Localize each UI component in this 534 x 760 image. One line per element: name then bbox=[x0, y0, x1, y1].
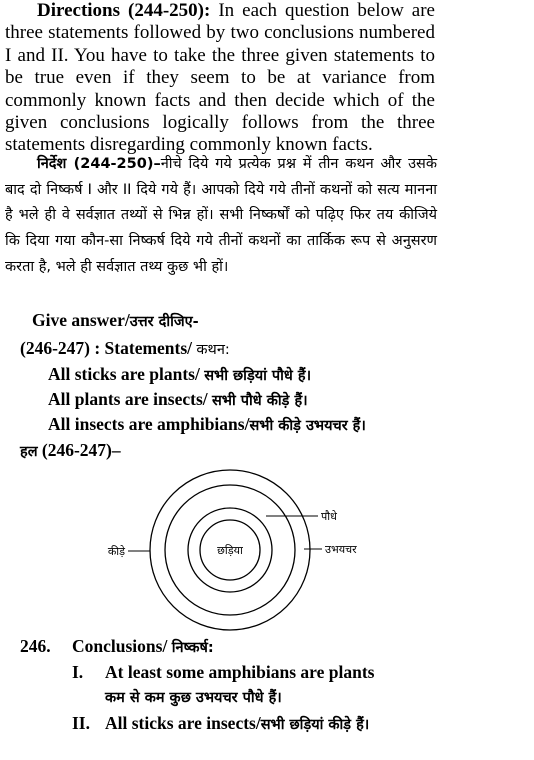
give-answer-en: Give answer/ bbox=[32, 310, 130, 330]
directions-label: Directions (244-250): bbox=[37, 0, 211, 21]
amphibians-label: उभयचर bbox=[325, 543, 357, 556]
statement-3-en: All insects are amphibians/ bbox=[48, 414, 250, 434]
statement-1-en: All sticks are plants/ bbox=[48, 364, 205, 384]
solution-label-hi: हल bbox=[20, 444, 38, 460]
statements-heading-hi: कथन: bbox=[196, 342, 230, 358]
statement-2-hi: सभी पौधे कीड़े हैं। bbox=[212, 393, 308, 409]
conclusion-2-num: II. bbox=[72, 713, 90, 733]
sticks-label: छड़िया bbox=[217, 544, 243, 557]
conclusion-2-hi: सभी छड़ियां कीड़े हैं। bbox=[260, 717, 370, 733]
q246-heading bbox=[20, 636, 214, 657]
give-answer-hi: उत्तर दीजिए- bbox=[129, 314, 199, 330]
conclusion-1-hi: कम से कम कुछ उभयचर पौधे हैं। bbox=[105, 690, 282, 706]
nirdesh-text: नीचे दिये गये प्रत्येक प्रश्न में तीन कथन और उसके बाद दो निष्कर्ष I और II दिये गये हैं। आपको दिये गये तीनों कथनों को सत्य मानना है भले ही वे सर्वज्ञात तथ्यों से भिन्न हों। सभी निष्कर्षों को पढ़िए फिर तय कीजिये कि दिया गया कौन-सा निष्कर्ष दिये गये तीनों कथनों का तार्किक रूप से अनुसरण करता है, भले ही सर्वज्ञात तथ्य कुछ भी हों। bbox=[5, 156, 437, 275]
conclusion-2 bbox=[105, 713, 369, 734]
q246-number: 246. bbox=[20, 636, 51, 656]
q246-conclusions-hi: निष्कर्ष: bbox=[171, 640, 214, 656]
solution-label-rest: (246-247)– bbox=[37, 440, 121, 460]
statement-2-en: All plants are insects/ bbox=[48, 389, 212, 409]
statements-heading-en: (246-247) : Statements/ bbox=[20, 338, 197, 358]
conclusion-2-en: All sticks are insects/ bbox=[105, 713, 261, 733]
conclusion-1-en: At least some amphibians are plants bbox=[105, 662, 375, 682]
directions-text: In each question below are three statements followed by two conclusions numbered I and II. You have to take the three given statements to be true even if they seem to be at variance from commonly known facts and then decide which of the given conclusions logically follows from the three statements disregarding commonly known facts. bbox=[5, 0, 435, 156]
plants-label: पौधे bbox=[321, 510, 337, 523]
statement-3-hi: सभी कीड़े उभयचर हैं। bbox=[249, 418, 366, 434]
nirdesh-label: निर्देश (244-250)– bbox=[37, 156, 161, 172]
q246-conclusions-en: Conclusions/ bbox=[72, 636, 172, 656]
conclusion-1-num: I. bbox=[72, 662, 84, 682]
insects-label: कीड़े bbox=[107, 545, 125, 558]
statement-1-hi: सभी छड़ियां पौधे हैं। bbox=[204, 368, 312, 384]
